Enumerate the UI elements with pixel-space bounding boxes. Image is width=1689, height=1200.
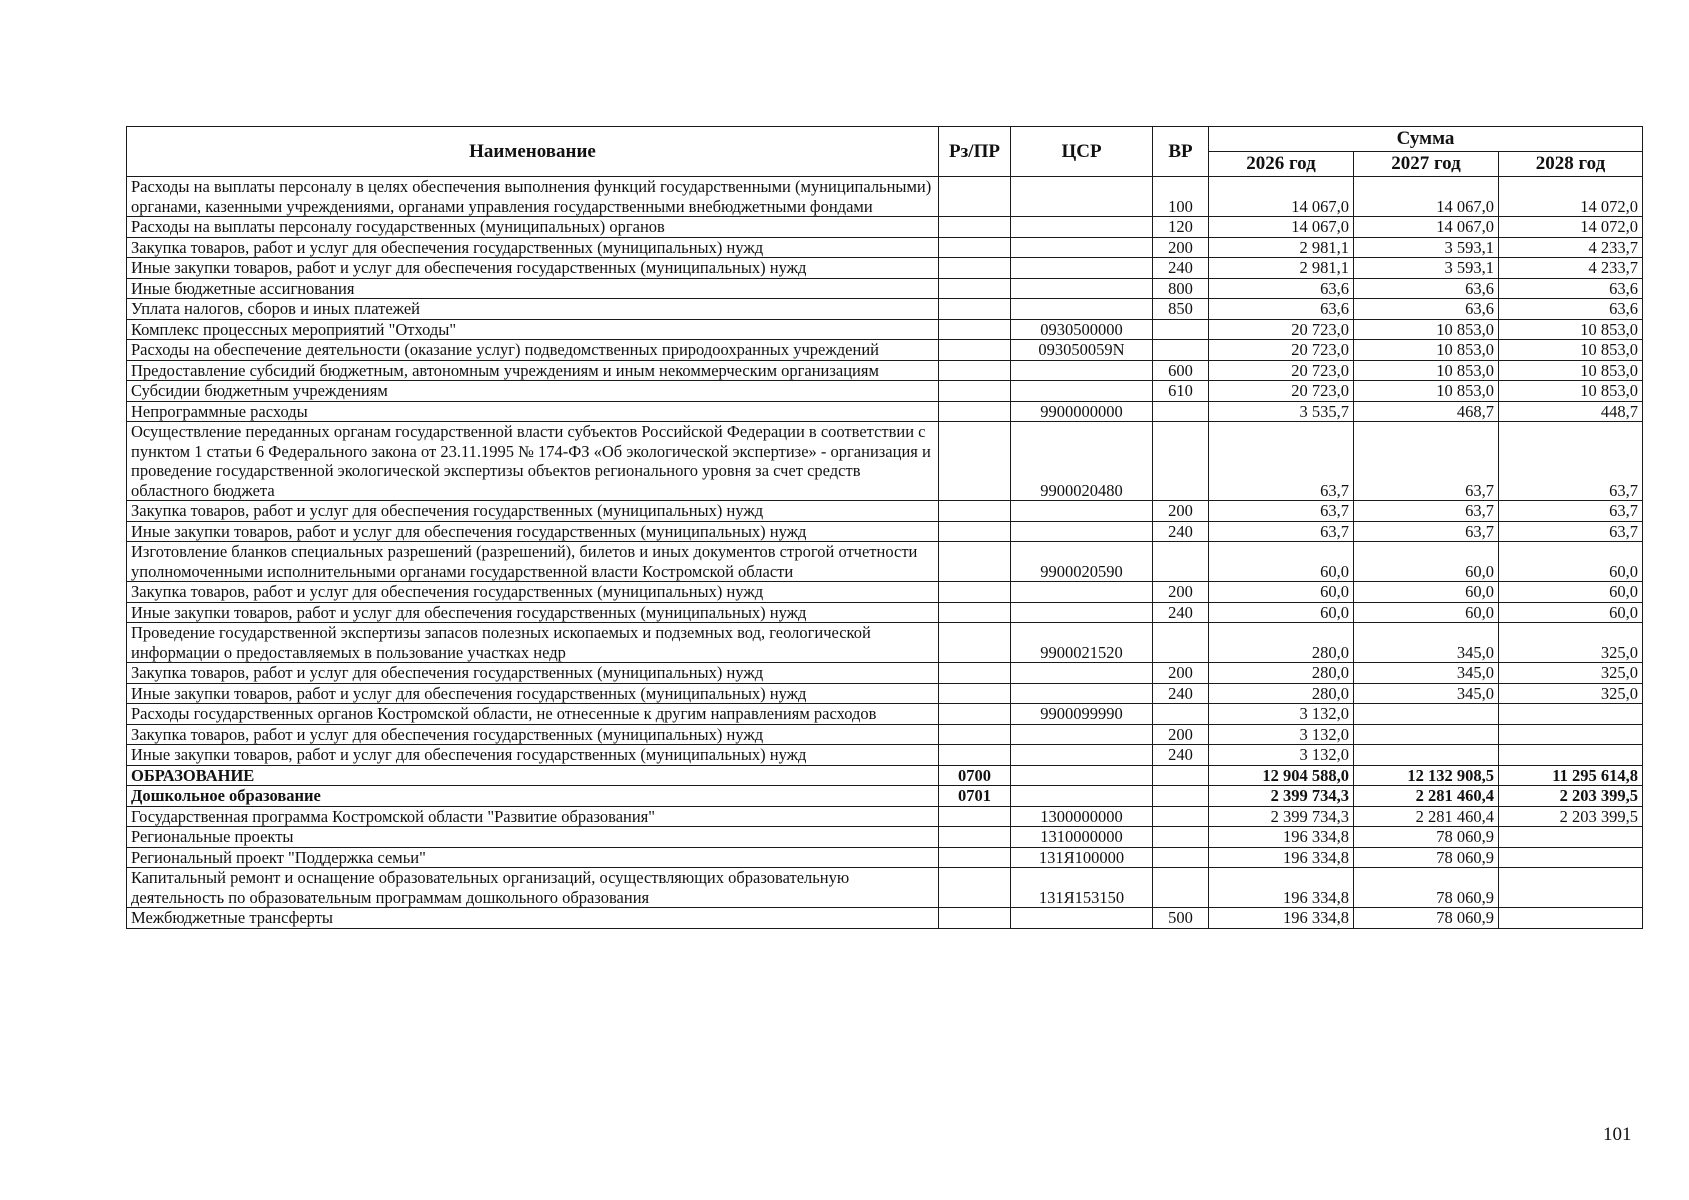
cell-2028: 60,0 (1499, 602, 1643, 623)
header-csr: ЦСР (1011, 127, 1153, 177)
table-row (127, 602, 1643, 623)
cell-csr (1011, 765, 1153, 786)
cell-2026: 63,6 (1209, 299, 1354, 320)
cell-csr (1011, 381, 1153, 402)
cell-2028: 325,0 (1499, 683, 1643, 704)
cell-csr (1011, 602, 1153, 623)
cell-csr (1011, 683, 1153, 704)
cell-vr: 850 (1153, 299, 1209, 320)
cell-csr: 131Я153150 (1011, 868, 1153, 908)
cell-vr: 200 (1153, 237, 1209, 258)
cell-2028: 10 853,0 (1499, 360, 1643, 381)
table-body (127, 177, 1643, 929)
cell-rzpr (939, 217, 1011, 238)
cell-2028 (1499, 908, 1643, 929)
cell-vr (1153, 806, 1209, 827)
cell-name: Закупка товаров, работ и услуг для обеспечения государственных (муниципальных) нужд (127, 501, 939, 522)
cell-2026: 3 535,7 (1209, 401, 1354, 422)
cell-vr (1153, 827, 1209, 848)
cell-2027: 12 132 908,5 (1354, 765, 1499, 786)
cell-2027 (1354, 745, 1499, 766)
cell-csr (1011, 217, 1153, 238)
cell-2028: 63,7 (1499, 422, 1643, 501)
cell-vr (1153, 623, 1209, 663)
cell-2028: 63,6 (1499, 278, 1643, 299)
cell-csr (1011, 745, 1153, 766)
cell-rzpr (939, 422, 1011, 501)
cell-2028: 2 203 399,5 (1499, 786, 1643, 807)
cell-rzpr (939, 521, 1011, 542)
cell-rzpr (939, 908, 1011, 929)
cell-2027: 63,7 (1354, 521, 1499, 542)
cell-2028: 10 853,0 (1499, 319, 1643, 340)
cell-name: Комплекс процессных мероприятий "Отходы" (127, 319, 939, 340)
cell-2028: 14 072,0 (1499, 177, 1643, 217)
cell-rzpr (939, 868, 1011, 908)
cell-vr: 200 (1153, 501, 1209, 522)
table-row (127, 237, 1643, 258)
table-row (127, 501, 1643, 522)
cell-name: Субсидии бюджетным учреждениям (127, 381, 939, 402)
cell-vr: 240 (1153, 258, 1209, 279)
cell-2027: 63,7 (1354, 422, 1499, 501)
cell-csr: 131Я100000 (1011, 847, 1153, 868)
cell-csr (1011, 663, 1153, 684)
cell-2027: 63,7 (1354, 501, 1499, 522)
table-row (127, 521, 1643, 542)
cell-2028: 63,7 (1499, 521, 1643, 542)
cell-2027: 2 281 460,4 (1354, 786, 1499, 807)
cell-rzpr (939, 542, 1011, 582)
cell-2027: 345,0 (1354, 663, 1499, 684)
table-row (127, 786, 1643, 807)
cell-name: Региональные проекты (127, 827, 939, 848)
cell-2027: 78 060,9 (1354, 908, 1499, 929)
cell-rzpr (939, 847, 1011, 868)
cell-2026: 20 723,0 (1209, 381, 1354, 402)
cell-2028: 10 853,0 (1499, 340, 1643, 361)
table-row (127, 827, 1643, 848)
cell-2028: 63,6 (1499, 299, 1643, 320)
cell-2026: 280,0 (1209, 623, 1354, 663)
cell-vr: 240 (1153, 521, 1209, 542)
table-row (127, 278, 1643, 299)
table-row (127, 663, 1643, 684)
cell-name: Иные закупки товаров, работ и услуг для обеспечения государственных (муниципальных) нужд (127, 521, 939, 542)
cell-rzpr (939, 623, 1011, 663)
cell-2028: 60,0 (1499, 542, 1643, 582)
cell-2028: 60,0 (1499, 582, 1643, 603)
cell-2028: 325,0 (1499, 623, 1643, 663)
cell-2027: 60,0 (1354, 602, 1499, 623)
table-row (127, 217, 1643, 238)
cell-2027: 78 060,9 (1354, 827, 1499, 848)
cell-csr (1011, 177, 1153, 217)
cell-rzpr (939, 237, 1011, 258)
cell-name: Региональный проект "Поддержка семьи" (127, 847, 939, 868)
cell-rzpr (939, 319, 1011, 340)
cell-2027 (1354, 724, 1499, 745)
cell-name: Иные бюджетные ассигнования (127, 278, 939, 299)
cell-rzpr (939, 602, 1011, 623)
cell-rzpr (939, 827, 1011, 848)
cell-name: Иные закупки товаров, работ и услуг для обеспечения государственных (муниципальных) нужд (127, 258, 939, 279)
cell-vr: 100 (1153, 177, 1209, 217)
cell-rzpr (939, 258, 1011, 279)
cell-name: Капитальный ремонт и оснащение образовательных организаций, осуществляющих образовательную деятельность по образовательным программам дошкольного образования (127, 868, 939, 908)
table-row (127, 422, 1643, 501)
cell-rzpr (939, 278, 1011, 299)
header-2027: 2027 год (1354, 152, 1499, 177)
table-row (127, 868, 1643, 908)
cell-2028 (1499, 724, 1643, 745)
cell-2027: 10 853,0 (1354, 360, 1499, 381)
cell-2027: 63,6 (1354, 278, 1499, 299)
cell-2028: 4 233,7 (1499, 237, 1643, 258)
table-row (127, 806, 1643, 827)
table-row (127, 908, 1643, 929)
cell-vr (1153, 786, 1209, 807)
header-rzpr: Рз/ПР (939, 127, 1011, 177)
cell-2027: 14 067,0 (1354, 217, 1499, 238)
cell-2026: 280,0 (1209, 683, 1354, 704)
cell-vr (1153, 319, 1209, 340)
table-row (127, 340, 1643, 361)
cell-csr: 9900020590 (1011, 542, 1153, 582)
cell-rzpr (939, 745, 1011, 766)
cell-2026: 63,6 (1209, 278, 1354, 299)
header-name: Наименование (127, 127, 939, 177)
cell-2028: 448,7 (1499, 401, 1643, 422)
cell-name: Иные закупки товаров, работ и услуг для обеспечения государственных (муниципальных) нужд (127, 683, 939, 704)
cell-vr: 240 (1153, 683, 1209, 704)
cell-2027: 345,0 (1354, 683, 1499, 704)
cell-name: Государственная программа Костромской области "Развитие образования" (127, 806, 939, 827)
header-2026: 2026 год (1209, 152, 1354, 177)
cell-rzpr (939, 704, 1011, 725)
cell-csr (1011, 360, 1153, 381)
cell-2026: 3 132,0 (1209, 724, 1354, 745)
budget-table (126, 126, 1643, 929)
cell-2026: 2 399 734,3 (1209, 786, 1354, 807)
header-2028: 2028 год (1499, 152, 1643, 177)
cell-2026: 60,0 (1209, 602, 1354, 623)
cell-csr: 0930500000 (1011, 319, 1153, 340)
table-row (127, 381, 1643, 402)
cell-vr: 500 (1153, 908, 1209, 929)
cell-csr (1011, 582, 1153, 603)
cell-rzpr (939, 360, 1011, 381)
cell-csr (1011, 908, 1153, 929)
cell-2028 (1499, 868, 1643, 908)
cell-2026: 12 904 588,0 (1209, 765, 1354, 786)
header-vr: ВР (1153, 127, 1209, 177)
cell-vr: 240 (1153, 602, 1209, 623)
cell-2026: 3 132,0 (1209, 704, 1354, 725)
cell-2026: 2 399 734,3 (1209, 806, 1354, 827)
cell-name: Расходы на выплаты персоналу в целях обеспечения выполнения функций государственными (муниципальными) органами, казенными учреждениями, органами управления государственными внебюджетными фондами (127, 177, 939, 217)
cell-2027: 78 060,9 (1354, 868, 1499, 908)
cell-csr (1011, 786, 1153, 807)
cell-rzpr (939, 683, 1011, 704)
cell-name: Межбюджетные трансферты (127, 908, 939, 929)
cell-vr (1153, 868, 1209, 908)
cell-rzpr (939, 724, 1011, 745)
table-row (127, 724, 1643, 745)
cell-rzpr (939, 501, 1011, 522)
cell-2026: 14 067,0 (1209, 177, 1354, 217)
cell-2028 (1499, 745, 1643, 766)
cell-2026: 196 334,8 (1209, 827, 1354, 848)
cell-2026: 20 723,0 (1209, 360, 1354, 381)
cell-csr: 9900020480 (1011, 422, 1153, 501)
cell-vr (1153, 765, 1209, 786)
cell-name: Уплата налогов, сборов и иных платежей (127, 299, 939, 320)
header-sum: Сумма (1209, 127, 1643, 152)
cell-name: ОБРАЗОВАНИЕ (127, 765, 939, 786)
cell-name: Закупка товаров, работ и услуг для обеспечения государственных (муниципальных) нужд (127, 237, 939, 258)
table-row (127, 683, 1643, 704)
cell-csr (1011, 258, 1153, 279)
cell-2026: 60,0 (1209, 542, 1354, 582)
cell-2028: 4 233,7 (1499, 258, 1643, 279)
cell-2028: 10 853,0 (1499, 381, 1643, 402)
table-row (127, 745, 1643, 766)
cell-rzpr: 0700 (939, 765, 1011, 786)
cell-name: Закупка товаров, работ и услуг для обеспечения государственных (муниципальных) нужд (127, 582, 939, 603)
cell-vr (1153, 704, 1209, 725)
cell-rzpr (939, 582, 1011, 603)
cell-csr (1011, 278, 1153, 299)
cell-rzpr (939, 381, 1011, 402)
cell-name: Закупка товаров, работ и услуг для обеспечения государственных (муниципальных) нужд (127, 663, 939, 684)
table-header (127, 127, 1643, 177)
table-row (127, 582, 1643, 603)
cell-2026: 196 334,8 (1209, 868, 1354, 908)
cell-2026: 14 067,0 (1209, 217, 1354, 238)
cell-name: Проведение государственной экспертизы запасов полезных ископаемых и подземных вод, геологической информации о предоставляемых в пользование участках недр (127, 623, 939, 663)
cell-2026: 63,7 (1209, 422, 1354, 501)
cell-2026: 2 981,1 (1209, 258, 1354, 279)
cell-2027: 78 060,9 (1354, 847, 1499, 868)
cell-csr (1011, 501, 1153, 522)
cell-vr (1153, 340, 1209, 361)
cell-name: Расходы на обеспечение деятельности (оказание услуг) подведомственных природоохранных учреждений (127, 340, 939, 361)
cell-2027: 468,7 (1354, 401, 1499, 422)
cell-2026: 63,7 (1209, 521, 1354, 542)
cell-vr: 240 (1153, 745, 1209, 766)
cell-csr: 9900021520 (1011, 623, 1153, 663)
cell-rzpr (939, 299, 1011, 320)
cell-2027: 2 281 460,4 (1354, 806, 1499, 827)
table-row (127, 542, 1643, 582)
cell-vr: 800 (1153, 278, 1209, 299)
cell-csr: 1310000000 (1011, 827, 1153, 848)
cell-2028 (1499, 704, 1643, 725)
cell-rzpr (939, 340, 1011, 361)
table-row (127, 258, 1643, 279)
cell-2028: 14 072,0 (1499, 217, 1643, 238)
cell-2027: 10 853,0 (1354, 381, 1499, 402)
cell-rzpr (939, 806, 1011, 827)
cell-csr (1011, 724, 1153, 745)
cell-csr: 9900099990 (1011, 704, 1153, 725)
cell-vr (1153, 847, 1209, 868)
cell-2026: 196 334,8 (1209, 847, 1354, 868)
cell-vr (1153, 401, 1209, 422)
table-row (127, 299, 1643, 320)
cell-vr (1153, 422, 1209, 501)
cell-rzpr (939, 663, 1011, 684)
cell-csr (1011, 237, 1153, 258)
cell-2027: 60,0 (1354, 582, 1499, 603)
cell-2028 (1499, 847, 1643, 868)
cell-name: Осуществление переданных органам государственной власти субъектов Российской Федерации в соответствии с пунктом 1 статьи 6 Федерального закона от 23.11.1995 № 174-ФЗ «Об экологической экспертизе» - организация и проведение государственной экологической экспертизы объектов регионального уровня за счет средств областного бюджета (127, 422, 939, 501)
table-row (127, 623, 1643, 663)
cell-name: Изготовление бланков специальных разрешений (разрешений), билетов и иных документов строгой отчетности уполномоченными исполнительными органами государственной власти Костромской области (127, 542, 939, 582)
table-row (127, 704, 1643, 725)
cell-2027: 10 853,0 (1354, 340, 1499, 361)
cell-2027: 14 067,0 (1354, 177, 1499, 217)
cell-2027: 345,0 (1354, 623, 1499, 663)
cell-vr: 610 (1153, 381, 1209, 402)
cell-csr: 9900000000 (1011, 401, 1153, 422)
cell-2028: 11 295 614,8 (1499, 765, 1643, 786)
cell-2028: 63,7 (1499, 501, 1643, 522)
cell-vr: 600 (1153, 360, 1209, 381)
cell-name: Дошкольное образование (127, 786, 939, 807)
cell-2027: 10 853,0 (1354, 319, 1499, 340)
cell-vr (1153, 542, 1209, 582)
cell-name: Расходы на выплаты персоналу государственных (муниципальных) органов (127, 217, 939, 238)
table-row (127, 847, 1643, 868)
cell-2026: 20 723,0 (1209, 340, 1354, 361)
table-row (127, 765, 1643, 786)
cell-2027: 60,0 (1354, 542, 1499, 582)
cell-2026: 20 723,0 (1209, 319, 1354, 340)
page-number: 101 (1603, 1124, 1632, 1145)
cell-vr: 200 (1153, 582, 1209, 603)
cell-name: Непрограммные расходы (127, 401, 939, 422)
cell-2027 (1354, 704, 1499, 725)
cell-vr: 200 (1153, 663, 1209, 684)
cell-2028: 2 203 399,5 (1499, 806, 1643, 827)
table-row (127, 360, 1643, 381)
cell-2028: 325,0 (1499, 663, 1643, 684)
cell-2027: 63,6 (1354, 299, 1499, 320)
cell-csr: 093050059N (1011, 340, 1153, 361)
cell-2026: 60,0 (1209, 582, 1354, 603)
cell-name: Иные закупки товаров, работ и услуг для обеспечения государственных (муниципальных) нужд (127, 602, 939, 623)
cell-name: Расходы государственных органов Костромской области, не отнесенные к другим направлениям расходов (127, 704, 939, 725)
cell-rzpr (939, 401, 1011, 422)
cell-2027: 3 593,1 (1354, 258, 1499, 279)
cell-csr (1011, 299, 1153, 320)
table-row (127, 319, 1643, 340)
cell-2026: 196 334,8 (1209, 908, 1354, 929)
cell-rzpr (939, 177, 1011, 217)
cell-2027: 3 593,1 (1354, 237, 1499, 258)
cell-rzpr: 0701 (939, 786, 1011, 807)
cell-2028 (1499, 827, 1643, 848)
table-row (127, 177, 1643, 217)
cell-csr: 1300000000 (1011, 806, 1153, 827)
cell-name: Закупка товаров, работ и услуг для обеспечения государственных (муниципальных) нужд (127, 724, 939, 745)
cell-2026: 2 981,1 (1209, 237, 1354, 258)
cell-2026: 280,0 (1209, 663, 1354, 684)
cell-2026: 3 132,0 (1209, 745, 1354, 766)
cell-name: Предоставление субсидий бюджетным, автономным учреждениям и иным некоммерческим организациям (127, 360, 939, 381)
cell-vr: 200 (1153, 724, 1209, 745)
cell-vr: 120 (1153, 217, 1209, 238)
cell-csr (1011, 521, 1153, 542)
cell-2026: 63,7 (1209, 501, 1354, 522)
table-row (127, 401, 1643, 422)
cell-name: Иные закупки товаров, работ и услуг для обеспечения государственных (муниципальных) нужд (127, 745, 939, 766)
